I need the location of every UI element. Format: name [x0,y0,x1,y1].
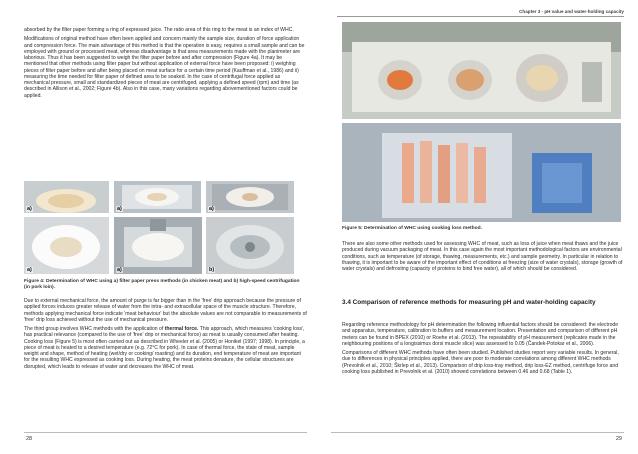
paragraph-pre: The third group involves WHC methods with the application of [24,326,165,332]
photo-cooked-samples [342,22,621,119]
section-heading: 3.4 Comparison of reference methods for measuring pH and water-holding capacity [342,299,596,306]
photo-filter-paper-1 [24,181,109,213]
paragraph-post: This approach, which measures 'cooking loss', has practical relevance (compared to the use of 'free' drip or mechanical force) as meat is usually consumed after heating. Cooking loss (Figure 5) is most often carried out as described in Wheeler et al. (2005) or Honikel (1997; 1998). In principle, a piece of meat is heated to a desired temperature (e.g. 72°C for pork). In case of thermal force, the state of meat, sample weight and shape, method of heating (wet/dry or cooking/ roasting) and its duration, end temperature of meat are important for the resulting WHC expressed as cooking loss. During heating, the meat proteins denature, the cellular structures are disrupted, which leads to release of water and decreases the WHC of meat. [24,326,305,370]
photo-waterbath [342,123,621,222]
page-number: 29 [615,436,622,442]
photo-scale-2 [206,181,294,213]
right-text-1 [342,241,624,275]
left-bottom-text [24,298,307,373]
footer-rule [331,432,624,433]
photo-label: a) [117,206,122,212]
paragraph: Regarding reference methodology for pH determination the following influential factors should be considered: the electrode and apparatus, temperature, calibration to buffers and measurement location. Presentation and comparison of different pH meters can be found in BPEX (2010) or Roehe et al. (2013). The repeatability of pH measurement (replicates made in the neighbouring positions of a longissimus dorsi muscle slice) was assessed to 0.05 (Čandek-Potokar et al., 2006). [342,322,619,347]
header-rule [337,16,624,17]
paragraph: There are also some other methods used for assessing WHC of meat, such as loss of juice when meat thaws and the juice produced during vacuum packaging of meat. In this case again the most important methodological factors are environmental conditions, such as temperature (of storage, thawing, measurements, etc.) and sample geometry. In particular in relation to thawing, it is important to be aware of the important effect of conditions at freezing (size of water crystals), storage (growth of water crystals) and defrosting (capacity of proteins to bind free water), all of which should be considered. [342,241,623,272]
paragraph: Comparisons of different WHC methods have often been studied. Published studies report very variable results. In general, due to differences in physical principles applied, there are poor to moderate correlations among different WHC methods (Prevolnik et al., 2010; Škrlep et al., 2013). Comparison of drip loss-tray method, drip loss-EZ method, centrifuge force and cooking loss published in Prevolnik et al. (2010) showed correlations between 0.46 and 0.68 (Table 1). [342,350,619,375]
left-top-text [24,27,307,102]
photo-press [114,217,202,274]
footer-rule [24,432,307,433]
photo-scale-1 [114,181,201,213]
photo-label: a) [27,267,32,273]
photo-label: b) [209,267,215,273]
paragraph: Modifications of original method have often been applied and concern mainly the sample size, duration of force application and compression force. The main advantage of this method is that the operation is easy, requires a small sample and can be employed with ground or processed meat, whereas disadvantage is that area measurements made with the planimeter are laborious. Thus it has been suggested to weigh the filter paper before and after compression (Figure 4a). It may be mentioned that other methods using filter paper but without application of external force have been proposed: i) weighing pieces of filter paper before and after being placed on meat surface for a certain time period (Kauffman et al., 1986) and ii) measuring the time needed for filter paper of defined area to be soaked. In the case of centrifugal force applied as mechanical pressure, small and standardized pieces of meat are centrifuged, applying a defined speed (rpm) and time (as described in Allison et al., 2002; Figure 4b). Also in this case, many variations regarding abovementioned factors could be applied. [24,36,305,99]
photo-centrifuge [206,217,294,274]
figure4-caption: Figure 4: Determination of WHC using a) filter paper press methods (in chicken meat) and b) high-speed centrifugation (in pork loin). [24,279,300,290]
photo-label: a) [27,206,32,212]
right-text-2 [342,322,624,378]
paragraph: absorbed by the filter paper forming a ring of expressed juice. The ratio area of this ring to the meat is an index of WHC. [24,27,294,33]
photo-label: a) [117,267,122,273]
photo-label: a) [209,206,214,212]
paragraph [24,326,307,370]
right-page [319,0,638,454]
chapter-header: Chapter 3 - pH value and water-holding capacity [519,9,624,14]
paragraph: Due to external mechanical force, the amount of purge is far bigger than in the 'free' drip approach because the pressure of applied forces induces greater release of water from the intra- and extracellular space of the muscle structure. Therefore, methods applying mechanical force indicate 'meat behaviour' but the absolute values are not comparable to measurements of 'free' drip loss achieved without the use of mechanical pressure. [24,298,307,323]
photo-plate-stack [24,217,109,274]
thermal-force-term: thermal force. [164,326,199,332]
page-number: 28 [26,436,33,442]
figure5-caption: Figure 5: Determination of WHC using cooking loss method. [342,226,482,231]
